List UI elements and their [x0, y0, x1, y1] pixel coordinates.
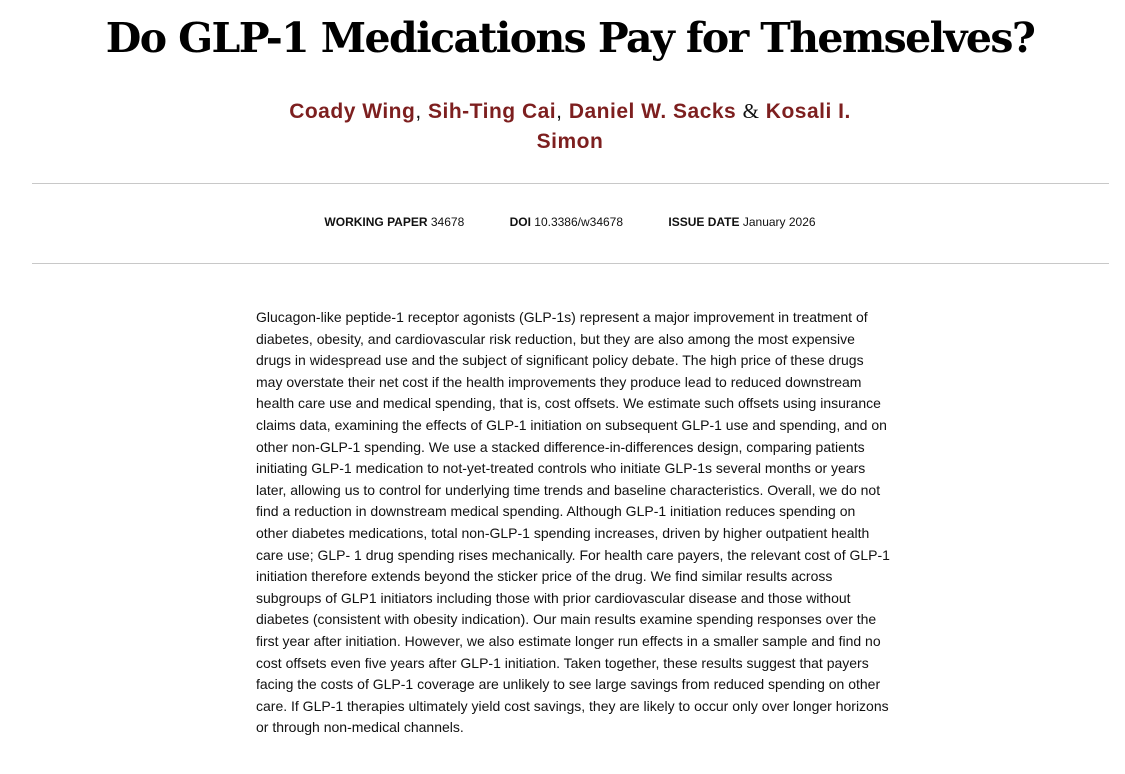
abstract-text: Glucagon-like peptide-1 receptor agonists (GLP-1s) represent a major improvement in treatment of diabetes, obesity, and cardiovascular risk reduction, but they are also among the most expensive drugs in widespread use and the subject of significant policy debate. The high price of these drugs may overstate their net cost if the health improvements they produce lead to reduced downstream health care use and medical spending, that is, cost offsets. We estimate such offsets using insurance claims data, examining the effects of GLP-1 initiation on subsequent GLP-1 use and spending, and on other non-GLP-1 spending. We use a stacked difference-in-differences design, comparing patients initiating GLP-1 medication to not-yet-treated controls who initiate GLP-1s several months or years later, allowing us to control for underlying time trends and baseline characteristics. Overall, we do not find a reduction in downstream medical spending. Although GLP-1 initiation reduces spending on other diabetes medications, total non-GLP-1 spending increases, driven by higher outpatient health care use; GLP- 1 drug spending rises mechanically. For health care payers, the relevant cost of GLP-1 initiation therefore extends beyond the sticker price of the drug. We find similar results across subgroups of GLP1 initiators including those with prior cardiovascular disease and those without diabetes (consistent with obesity indication). Our main results examine spending responses over the first year after initiation. However, we also estimate longer run effects in a smaller sample and find no cost offsets even five years after GLP-1 initiation. Taken together, these results suggest that payers facing the costs of GLP-1 coverage are unlikely to see large savings from reduced spending on other care. If GLP-1 therapies ultimately yield cost savings, they are likely to occur only over longer horizons or through non-medical channels. — [256, 309, 890, 736]
working-paper-number: WORKING PAPER 34678 — [324, 215, 465, 229]
separator: , — [415, 100, 422, 123]
page-title: Do GLP-1 Medications Pay for Themselves? — [105, 14, 1035, 62]
separator: & — [742, 99, 760, 123]
author-link[interactable]: Daniel W. Sacks — [568, 100, 737, 123]
divider — [32, 263, 1109, 264]
separator: , — [556, 100, 563, 123]
issue-date: ISSUE DATE January 2026 — [668, 215, 816, 229]
divider — [32, 183, 1109, 184]
author-link[interactable]: Coady Wing — [289, 100, 416, 123]
paper-metadata — [0, 215, 1125, 229]
author-link[interactable]: Sih-Ting Cai — [428, 100, 557, 123]
author-list — [260, 96, 880, 157]
author-link[interactable]: Kosali I. Simon — [536, 100, 851, 153]
doi: DOI 10.3386/w34678 — [509, 215, 624, 229]
